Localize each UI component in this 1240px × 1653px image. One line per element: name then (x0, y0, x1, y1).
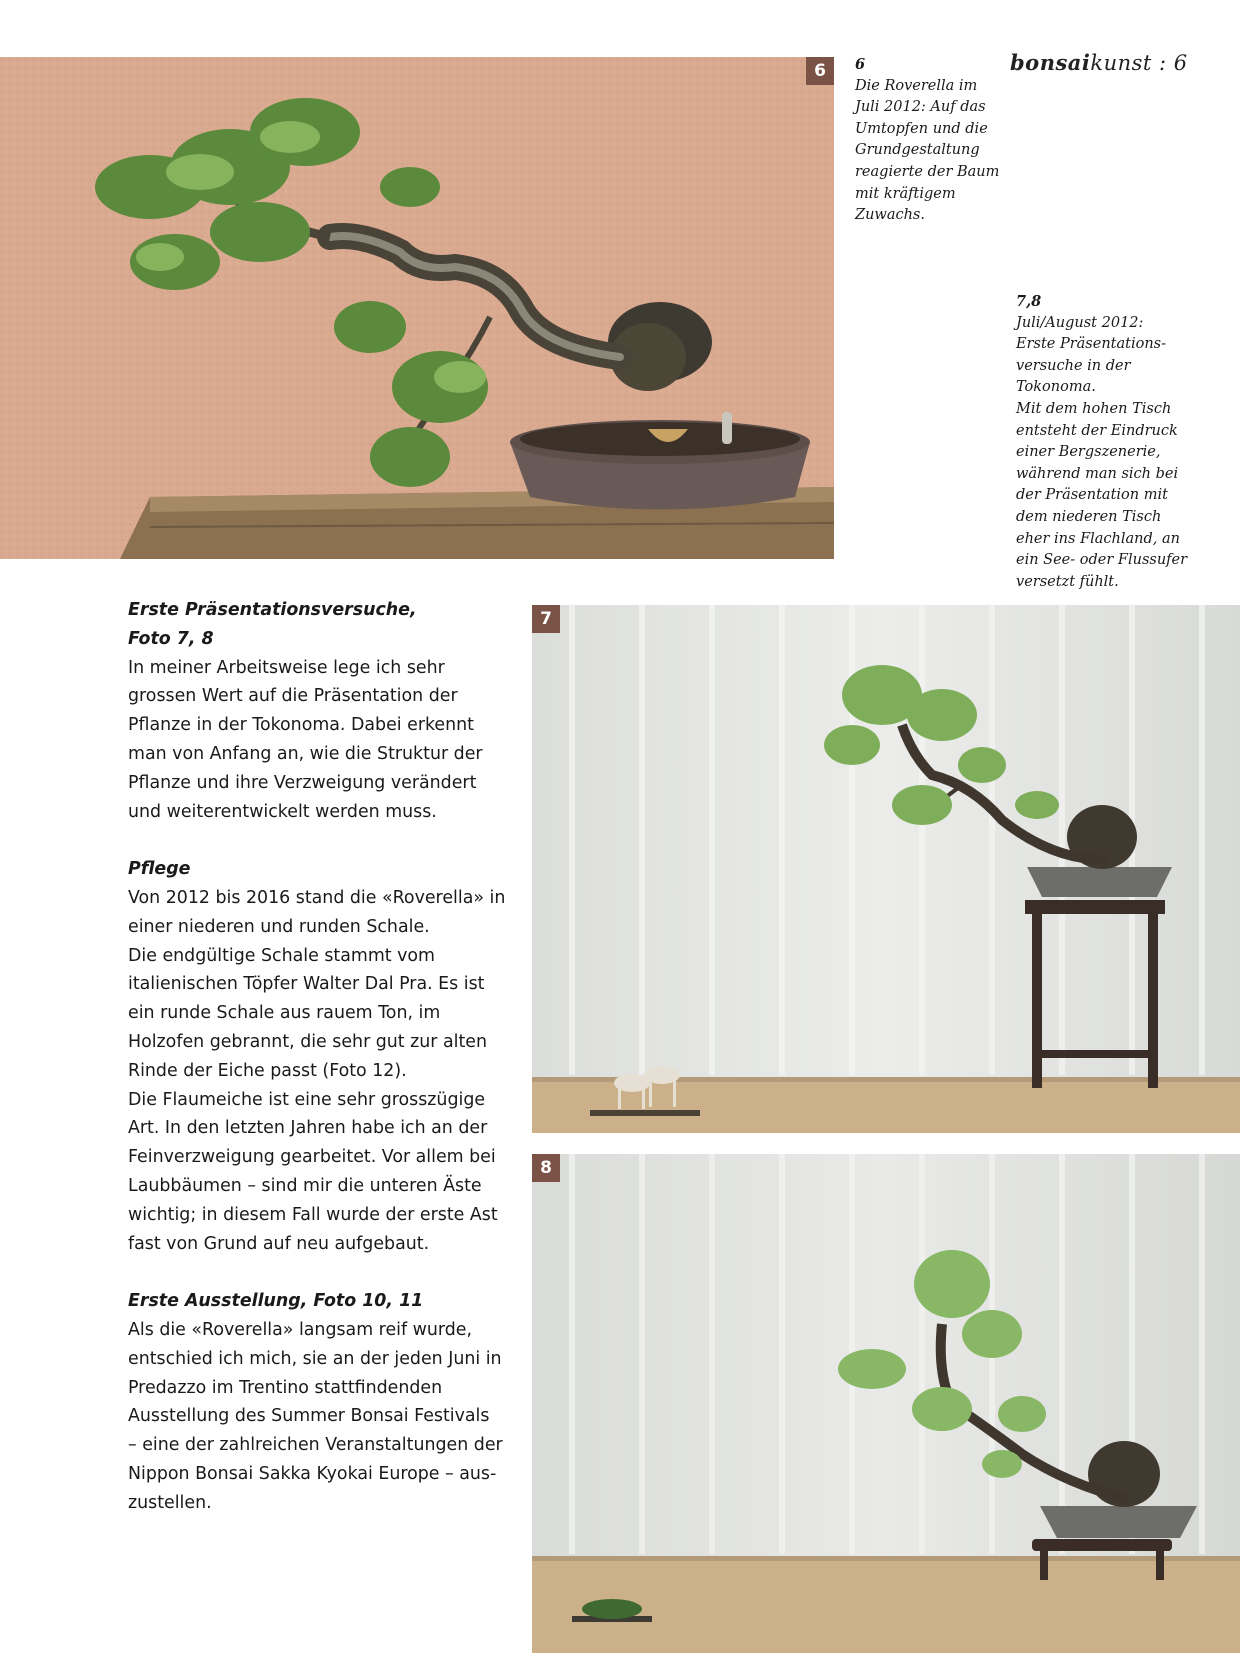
caption-78-line: während man sich bei (1016, 465, 1179, 482)
magazine-title-rest: kunst : 6 (1090, 51, 1188, 75)
body-line: Feinverzweigung gearbeitet. Vor allem bei (128, 1147, 496, 1168)
caption-78-line: Mit dem hohen Tisch (1016, 400, 1172, 417)
article-body (128, 596, 518, 1518)
body-line: italienischen Töpfer Walter Dal Pra. Es ist (128, 974, 485, 995)
caption-6-number: 6 (855, 56, 866, 73)
caption-78-line: Juli/August 2012: (1016, 314, 1144, 331)
caption-78-line: versetzt fühlt. (1016, 573, 1119, 590)
caption-78-line: eher ins Flachland, an (1016, 530, 1180, 547)
caption-78-line: Tokonoma. (1016, 379, 1096, 396)
photo-6-badge: 6 (806, 57, 834, 85)
body-line: In meiner Arbeitsweise lege ich sehr (128, 657, 445, 678)
section-heading-presentation: Erste Präsentationsversuche, (128, 600, 417, 620)
body-line: Die Flaumeiche ist eine sehr grosszügige (128, 1089, 486, 1110)
body-line: man von Anfang an, wie die Struktur der (128, 743, 483, 764)
caption-78-line: einer Bergszenerie, (1016, 444, 1161, 461)
body-line: wichtig; in diesem Fall wurde der erste Ast (128, 1204, 498, 1225)
body-line: Pflanze und ihre Verzweigung verändert (128, 772, 477, 793)
caption-photo-7-8 (1016, 291, 1221, 593)
photo-7 (532, 605, 1240, 1133)
body-line: einer niederen und runden Schale. (128, 916, 430, 937)
magazine-title-bold: bonsai (1010, 50, 1091, 75)
caption-6-line: Grundgestaltung (855, 142, 980, 159)
photo-7-badge: 7 (532, 605, 560, 633)
caption-photo-6 (855, 54, 1005, 227)
caption-78-line: versuche in der (1016, 357, 1131, 374)
caption-78-line: der Präsentation mit (1016, 487, 1168, 504)
section-heading-ausstellung: Erste Ausstellung, Foto 10, 11 (128, 1291, 424, 1312)
body-line: und weiterentwickelt werden muss. (128, 801, 437, 822)
photo-8 (532, 1154, 1240, 1653)
caption-78-line: Erste Präsentations- (1016, 336, 1167, 353)
photo-7-image (532, 605, 1240, 1133)
caption-78-line: ein See- oder Flussufer (1016, 552, 1188, 569)
caption-6-line: Die Roverella im (855, 77, 978, 94)
body-line: Predazzo im Trentino stattfindenden (128, 1377, 443, 1398)
body-line: entschied ich mich, sie an der jeden Juni in (128, 1348, 502, 1369)
photo-6 (0, 57, 834, 559)
body-line: Art. In den letzten Jahren habe ich an der (128, 1118, 488, 1139)
caption-78-number: 7,8 (1016, 293, 1042, 310)
body-line: Von 2012 bis 2016 stand die «Roverella» in (128, 887, 506, 908)
body-line: Die endgültige Schale stammt vom (128, 945, 435, 966)
caption-6-line: Zuwachs. (855, 207, 925, 224)
body-line: Nippon Bonsai Sakka Kyokai Europe – aus- (128, 1463, 497, 1484)
section-heading-pflege: Pflege (128, 859, 191, 880)
photo-8-image (532, 1154, 1240, 1653)
photo-8-badge: 8 (532, 1154, 560, 1182)
caption-6-line: Umtopfen und die (855, 120, 988, 137)
body-line: Holzofen gebrannt, die sehr gut zur alten (128, 1031, 488, 1052)
caption-6-line: mit kräftigem (855, 185, 956, 202)
body-line: Als die «Roverella» langsam reif wurde, (128, 1319, 472, 1340)
body-line: Ausstellung des Summer Bonsai Festivals (128, 1406, 490, 1427)
caption-78-line: dem niederen Tisch (1016, 508, 1162, 525)
body-line: Pflanze in der Tokonoma. Dabei erkennt (128, 715, 474, 736)
body-line: – eine der zahlreichen Veranstaltungen der (128, 1435, 503, 1456)
section-heading-presentation-foto: Foto 7, 8 (128, 628, 214, 649)
caption-78-line: entsteht der Eindruck (1016, 422, 1178, 439)
body-line: Laubbäumen – sind mir die unteren Äste (128, 1175, 482, 1196)
body-line: Rinde der Eiche passt (Foto 12). (128, 1060, 407, 1081)
body-line: fast von Grund auf neu aufgebaut. (128, 1233, 430, 1254)
photo-6-image (0, 57, 834, 559)
body-line: zustellen. (128, 1492, 212, 1513)
body-line: ein runde Schale aus rauem Ton, im (128, 1003, 441, 1024)
caption-6-line: reagierte der Baum (855, 163, 1000, 180)
caption-6-line: Juli 2012: Auf das (855, 99, 986, 116)
body-line: grossen Wert auf die Präsentation der (128, 686, 458, 707)
magazine-title (1010, 50, 1188, 75)
